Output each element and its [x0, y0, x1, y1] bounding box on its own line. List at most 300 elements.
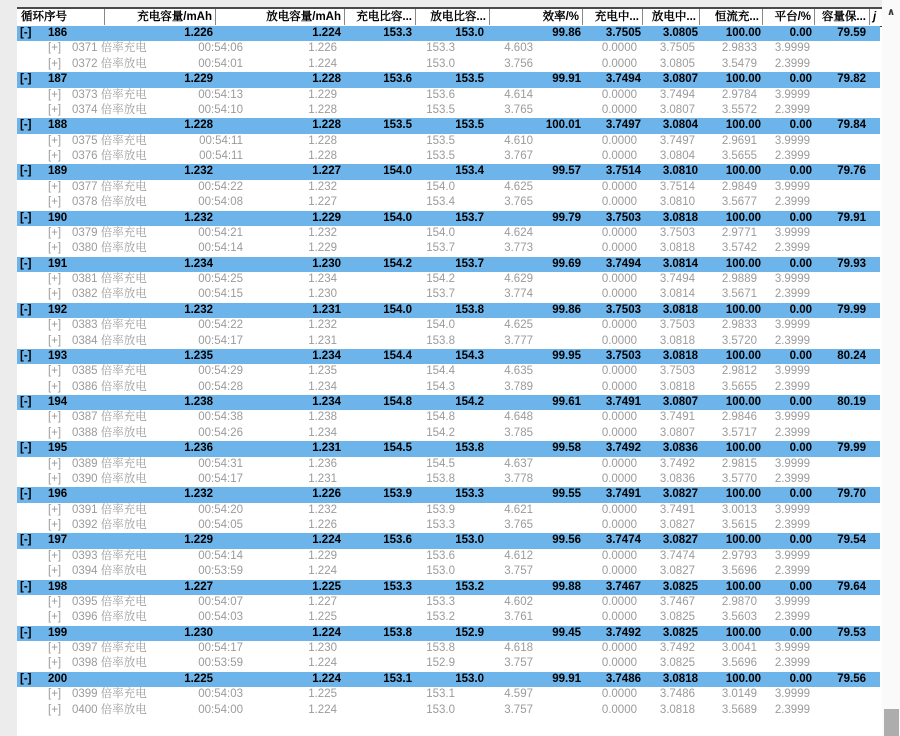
step-row[interactable]	[17, 226, 882, 241]
collapse-toggle-icon[interactable]: [-]	[20, 119, 32, 132]
charge-specific-capacity-cell: 153.6	[383, 73, 412, 86]
step-time-cell: 00:54:06	[198, 42, 243, 55]
step-name-cell: 0384 倍率放电	[72, 334, 147, 347]
column-header-discharge-specific[interactable]: 放电比容...	[416, 9, 490, 25]
step-name-cell: 0382 倍率放电	[72, 288, 147, 301]
step-specific-capacity-cell: 154.0	[426, 226, 455, 239]
collapse-toggle-icon[interactable]: [-]	[20, 303, 32, 316]
step-end-voltage-cell: 3.5770	[721, 472, 757, 485]
step-row[interactable]	[17, 149, 882, 164]
step-end-voltage-cell: 3.5572	[721, 103, 757, 116]
collapse-toggle-icon[interactable]: [-]	[20, 257, 32, 270]
collapse-toggle-icon[interactable]: [-]	[20, 211, 32, 224]
discharge-specific-capacity-cell: 153.3	[455, 488, 484, 501]
step-mid-voltage-cell: 3.0818	[659, 334, 695, 347]
cycle-number-cell: 192	[48, 303, 68, 316]
expand-toggle-icon[interactable]: [+]	[48, 180, 62, 193]
expand-toggle-icon[interactable]: [+]	[48, 611, 62, 624]
column-header-discharge-capacity[interactable]: 放电容量/mAh	[216, 9, 345, 25]
step-row[interactable]	[17, 180, 882, 195]
discharge-capacity-cell: 1.224	[312, 626, 341, 639]
step-cutoff-voltage-cell: 2.3999	[774, 426, 810, 439]
column-header-clipped[interactable]: j	[873, 11, 877, 23]
charge-capacity-cell: 1.232	[184, 211, 213, 224]
step-time-cell: 00:54:01	[198, 57, 243, 70]
step-time-cell: 00:54:21	[198, 226, 243, 239]
collapse-toggle-icon[interactable]: [-]	[20, 534, 32, 547]
step-row[interactable]	[17, 549, 882, 564]
discharge-capacity-cell: 1.225	[312, 580, 341, 593]
step-time-cell: 00:54:26	[198, 426, 243, 439]
capacity-retention-cell: 79.54	[837, 534, 866, 547]
step-zero-cell: 0.0000	[601, 57, 637, 70]
platform-cell: 0.00	[789, 211, 812, 224]
step-row[interactable]	[17, 595, 882, 610]
cycle-summary-row[interactable]	[17, 395, 880, 410]
collapse-toggle-icon[interactable]: [-]	[20, 349, 32, 362]
row-gutter	[0, 7, 17, 736]
cycle-summary-row[interactable]	[17, 580, 880, 595]
step-end-voltage-cell: 3.5696	[721, 657, 757, 670]
discharge-specific-capacity-cell: 154.2	[455, 396, 484, 408]
step-cutoff-voltage-cell: 3.9999	[774, 503, 810, 516]
step-mid-voltage-cell: 3.7503	[659, 365, 695, 378]
cycle-summary-row[interactable]	[17, 26, 880, 41]
charge-capacity-cell: 1.230	[184, 626, 213, 639]
expand-toggle-icon[interactable]: [+]	[48, 334, 62, 347]
expand-toggle-icon[interactable]: [+]	[48, 103, 62, 116]
step-row[interactable]	[17, 703, 882, 718]
step-voltage-cell: 3.774	[504, 288, 533, 301]
efficiency-cell: 99.57	[552, 165, 581, 178]
step-mid-voltage-cell: 3.7505	[659, 42, 695, 55]
step-row[interactable]	[17, 57, 882, 72]
step-row[interactable]	[17, 410, 882, 425]
charge-specific-capacity-cell: 154.5	[383, 442, 412, 455]
step-row[interactable]	[17, 426, 882, 441]
step-row[interactable]	[17, 564, 882, 579]
expand-toggle-icon[interactable]: [+]	[48, 57, 62, 70]
step-cutoff-voltage-cell: 2.3999	[774, 703, 810, 716]
step-name-cell: 0397 倍率充电	[72, 642, 147, 654]
step-capacity-cell: 1.232	[308, 180, 337, 193]
charge-mid-voltage-cell: 3.7474	[605, 534, 641, 547]
efficiency-cell: 99.91	[552, 672, 581, 685]
step-capacity-cell: 1.231	[308, 334, 337, 347]
step-specific-capacity-cell: 153.7	[426, 288, 455, 301]
platform-cell: 0.00	[789, 442, 812, 455]
expand-toggle-icon[interactable]: [+]	[48, 226, 62, 239]
step-zero-cell: 0.0000	[601, 150, 637, 162]
column-header-cc-charge-ratio[interactable]: 恒流充...	[700, 9, 763, 25]
step-row[interactable]	[17, 610, 882, 625]
charge-specific-capacity-cell: 154.0	[383, 165, 412, 178]
cc-charge-ratio-cell: 100.00	[725, 349, 761, 362]
scroll-up-icon[interactable]: ∧	[886, 7, 896, 18]
step-specific-capacity-cell: 153.8	[426, 472, 455, 485]
charge-mid-voltage-cell: 3.7494	[605, 257, 641, 270]
step-mid-voltage-cell: 3.0807	[659, 426, 695, 439]
step-specific-capacity-cell: 153.5	[426, 134, 455, 147]
cc-charge-ratio-cell: 100.00	[725, 211, 761, 224]
step-row[interactable]	[17, 472, 882, 487]
efficiency-cell: 99.95	[552, 349, 581, 362]
step-row[interactable]	[17, 503, 882, 518]
discharge-specific-capacity-cell: 153.5	[455, 119, 484, 132]
expand-toggle-icon[interactable]: [+]	[48, 595, 62, 608]
step-zero-cell: 0.0000	[601, 657, 637, 670]
expand-toggle-icon[interactable]: [+]	[48, 519, 62, 531]
column-header-platform[interactable]: 平台/%	[763, 9, 815, 25]
cycle-summary-row[interactable]	[17, 349, 880, 364]
step-row[interactable]	[17, 380, 882, 395]
expand-toggle-icon[interactable]: [+]	[48, 150, 62, 162]
column-header-capacity-retention[interactable]: 容量保...	[815, 9, 870, 25]
step-mid-voltage-cell: 3.0810	[659, 196, 695, 209]
cycle-number-cell: 196	[48, 488, 68, 501]
step-voltage-cell: 3.789	[504, 380, 533, 393]
platform-cell: 0.00	[789, 580, 812, 593]
step-row[interactable]	[17, 687, 882, 702]
step-cutoff-voltage-cell: 3.9999	[774, 180, 810, 193]
cycle-number-cell: 188	[48, 119, 68, 132]
expand-toggle-icon[interactable]: [+]	[48, 411, 62, 424]
step-cutoff-voltage-cell: 3.9999	[774, 42, 810, 55]
column-header-charge-capacity[interactable]: 充电容量/mAh	[105, 9, 216, 25]
discharge-mid-voltage-cell: 3.0810	[662, 165, 698, 178]
step-name-cell: 0390 倍率放电	[72, 472, 147, 485]
expand-toggle-icon[interactable]: [+]	[48, 380, 62, 393]
collapse-toggle-icon[interactable]: [-]	[20, 442, 32, 455]
expand-toggle-icon[interactable]: [+]	[48, 273, 62, 285]
step-specific-capacity-cell: 154.3	[426, 380, 455, 393]
step-time-cell: 00:54:03	[198, 611, 243, 624]
vertical-scrollbar[interactable]	[882, 0, 900, 736]
capacity-retention-cell: 79.53	[837, 626, 866, 639]
capacity-retention-cell: 79.99	[837, 303, 866, 316]
column-header-discharge-mid-voltage[interactable]: 放电中...	[643, 9, 700, 25]
table-body	[17, 26, 882, 718]
expand-toggle-icon[interactable]: [+]	[48, 565, 62, 578]
cycle-summary-row[interactable]	[17, 441, 880, 456]
step-row[interactable]	[17, 334, 882, 349]
step-row[interactable]	[17, 457, 882, 472]
collapse-toggle-icon[interactable]: [-]	[20, 626, 32, 639]
capacity-retention-cell: 79.59	[837, 27, 866, 39]
discharge-mid-voltage-cell: 3.0825	[662, 580, 698, 593]
efficiency-cell: 99.55	[552, 488, 581, 501]
charge-capacity-cell: 1.229	[184, 73, 213, 86]
step-zero-cell: 0.0000	[601, 642, 637, 654]
platform-cell: 0.00	[789, 349, 812, 362]
cycle-summary-row[interactable]	[17, 211, 880, 226]
collapse-toggle-icon[interactable]: [-]	[20, 165, 32, 178]
step-end-voltage-cell: 3.5671	[721, 288, 757, 301]
step-row[interactable]	[17, 656, 882, 671]
cycle-summary-row[interactable]	[17, 487, 880, 502]
efficiency-cell: 100.01	[545, 119, 581, 132]
step-voltage-cell: 4.629	[504, 273, 533, 285]
cycle-summary-row[interactable]	[17, 626, 880, 641]
step-voltage-cell: 3.778	[504, 472, 533, 485]
step-capacity-cell: 1.227	[308, 196, 337, 209]
step-mid-voltage-cell: 3.7492	[659, 642, 695, 654]
charge-specific-capacity-cell: 153.9	[383, 488, 412, 501]
step-cutoff-voltage-cell: 2.3999	[774, 519, 810, 531]
scrollbar-thumb[interactable]	[884, 709, 899, 736]
column-header-charge-mid-voltage[interactable]: 充电中...	[583, 9, 643, 25]
expand-toggle-icon[interactable]: [+]	[48, 426, 62, 439]
step-voltage-cell: 3.757	[504, 703, 533, 716]
column-header-efficiency[interactable]: 效率/%	[490, 9, 583, 25]
charge-specific-capacity-cell: 154.0	[383, 211, 412, 224]
efficiency-cell: 99.88	[552, 580, 581, 593]
discharge-specific-capacity-cell: 153.0	[455, 534, 484, 547]
expand-toggle-icon[interactable]: [+]	[48, 88, 62, 101]
step-voltage-cell: 4.637	[504, 457, 533, 470]
step-capacity-cell: 1.228	[308, 134, 337, 147]
cycle-number-cell: 193	[48, 349, 68, 362]
cycle-summary-row[interactable]	[17, 533, 880, 548]
efficiency-cell: 99.79	[552, 211, 581, 224]
discharge-capacity-cell: 1.234	[312, 349, 341, 362]
step-mid-voltage-cell: 3.0825	[659, 657, 695, 670]
charge-capacity-cell: 1.226	[184, 27, 213, 39]
step-capacity-cell: 1.225	[308, 688, 337, 701]
discharge-mid-voltage-cell: 3.0818	[662, 303, 698, 316]
step-voltage-cell: 3.756	[504, 57, 533, 70]
expand-toggle-icon[interactable]: [+]	[48, 688, 62, 701]
step-capacity-cell: 1.226	[308, 519, 337, 531]
charge-capacity-cell: 1.234	[184, 257, 213, 270]
step-mid-voltage-cell: 3.7503	[659, 319, 695, 332]
step-name-cell: 0394 倍率放电	[72, 565, 147, 578]
expand-toggle-icon[interactable]: [+]	[48, 242, 62, 255]
step-name-cell: 0374 倍率放电	[72, 103, 147, 116]
step-name-cell: 0398 倍率放电	[72, 657, 147, 670]
step-time-cell: 00:54:17	[198, 334, 243, 347]
cycle-summary-row[interactable]	[17, 118, 880, 133]
step-specific-capacity-cell: 153.4	[426, 196, 455, 209]
step-zero-cell: 0.0000	[601, 103, 637, 116]
platform-cell: 0.00	[789, 626, 812, 639]
step-zero-cell: 0.0000	[601, 273, 637, 285]
cc-charge-ratio-cell: 100.00	[725, 119, 761, 132]
step-voltage-cell: 3.777	[504, 334, 533, 347]
step-row[interactable]	[17, 103, 882, 118]
step-specific-capacity-cell: 152.9	[426, 657, 455, 670]
efficiency-cell: 99.58	[552, 442, 581, 455]
expand-toggle-icon[interactable]: [+]	[48, 549, 62, 562]
expand-toggle-icon[interactable]: [+]	[48, 503, 62, 516]
step-specific-capacity-cell: 153.1	[426, 688, 455, 701]
discharge-mid-voltage-cell: 3.0818	[662, 672, 698, 685]
step-voltage-cell: 3.765	[504, 519, 533, 531]
expand-toggle-icon[interactable]: [+]	[48, 288, 62, 301]
step-capacity-cell: 1.234	[308, 426, 337, 439]
step-specific-capacity-cell: 153.8	[426, 642, 455, 654]
charge-mid-voltage-cell: 3.7503	[605, 303, 641, 316]
discharge-capacity-cell: 1.224	[312, 27, 341, 39]
collapse-toggle-icon[interactable]: [-]	[20, 580, 32, 593]
step-cutoff-voltage-cell: 3.9999	[774, 411, 810, 424]
cycle-summary-row[interactable]	[17, 164, 880, 179]
step-zero-cell: 0.0000	[601, 565, 637, 578]
step-cutoff-voltage-cell: 2.3999	[774, 150, 810, 162]
step-capacity-cell: 1.229	[308, 549, 337, 562]
step-end-voltage-cell: 3.5742	[721, 242, 757, 255]
step-mid-voltage-cell: 3.7467	[659, 595, 695, 608]
step-time-cell: 00:54:00	[198, 703, 243, 716]
step-time-cell: 00:54:28	[198, 380, 243, 393]
step-mid-voltage-cell: 3.0807	[659, 103, 695, 116]
step-specific-capacity-cell: 153.5	[426, 103, 455, 116]
step-zero-cell: 0.0000	[601, 519, 637, 531]
discharge-specific-capacity-cell: 153.0	[455, 672, 484, 685]
step-cutoff-voltage-cell: 2.3999	[774, 657, 810, 670]
step-name-cell: 0380 倍率放电	[72, 242, 147, 255]
collapse-toggle-icon[interactable]: [-]	[20, 27, 32, 39]
step-cutoff-voltage-cell: 3.9999	[774, 273, 810, 285]
capacity-retention-cell: 79.91	[837, 211, 866, 224]
step-mid-voltage-cell: 3.7503	[659, 226, 695, 239]
step-cutoff-voltage-cell: 3.9999	[774, 642, 810, 654]
step-row[interactable]	[17, 364, 882, 379]
step-specific-capacity-cell: 153.0	[426, 565, 455, 578]
step-row[interactable]	[17, 241, 882, 256]
table-header-row	[17, 9, 882, 27]
capacity-retention-cell: 79.93	[837, 257, 866, 270]
column-header-charge-specific[interactable]: 充电比容...	[345, 9, 416, 25]
collapse-toggle-icon[interactable]: [-]	[20, 672, 32, 685]
step-time-cell: 00:54:22	[198, 180, 243, 193]
discharge-specific-capacity-cell: 153.5	[455, 73, 484, 86]
expand-toggle-icon[interactable]: [+]	[48, 642, 62, 654]
cycle-summary-row[interactable]	[17, 303, 880, 318]
step-row[interactable]	[17, 272, 882, 287]
cycle-number-cell: 186	[48, 27, 68, 39]
cc-charge-ratio-cell: 100.00	[725, 165, 761, 178]
step-name-cell: 0392 倍率放电	[72, 519, 147, 531]
discharge-capacity-cell: 1.228	[312, 73, 341, 86]
cc-charge-ratio-cell: 100.00	[725, 303, 761, 316]
step-mid-voltage-cell: 3.7486	[659, 688, 695, 701]
discharge-mid-voltage-cell: 3.0814	[662, 257, 698, 270]
charge-mid-voltage-cell: 3.7492	[605, 626, 641, 639]
step-zero-cell: 0.0000	[601, 503, 637, 516]
step-time-cell: 00:54:11	[199, 134, 243, 147]
charge-mid-voltage-cell: 3.7492	[605, 442, 641, 455]
expand-toggle-icon[interactable]: [+]	[48, 134, 62, 147]
step-name-cell: 0376 倍率放电	[72, 150, 147, 162]
step-capacity-cell: 1.229	[308, 88, 337, 101]
discharge-mid-voltage-cell: 3.0818	[662, 349, 698, 362]
discharge-specific-capacity-cell: 153.0	[455, 27, 484, 39]
step-voltage-cell: 3.767	[504, 150, 533, 162]
platform-cell: 0.00	[789, 488, 812, 501]
step-end-voltage-cell: 2.9815	[721, 457, 757, 470]
step-row[interactable]	[17, 641, 882, 656]
step-name-cell: 0385 倍率充电	[72, 365, 147, 378]
cc-charge-ratio-cell: 100.00	[725, 534, 761, 547]
step-time-cell: 00:54:17	[198, 642, 243, 654]
step-row[interactable]	[17, 195, 882, 210]
cycle-number-cell: 189	[48, 165, 68, 178]
collapse-toggle-icon[interactable]: [-]	[20, 488, 32, 501]
charge-specific-capacity-cell: 153.1	[383, 672, 412, 685]
expand-toggle-icon[interactable]: [+]	[48, 319, 62, 332]
step-voltage-cell: 4.621	[504, 503, 533, 516]
step-row[interactable]	[17, 518, 882, 533]
charge-mid-voltage-cell: 3.7494	[605, 73, 641, 86]
platform-cell: 0.00	[789, 396, 812, 408]
step-row[interactable]	[17, 287, 882, 302]
charge-capacity-cell: 1.232	[184, 488, 213, 501]
expand-toggle-icon[interactable]: [+]	[48, 703, 62, 716]
cc-charge-ratio-cell: 100.00	[725, 257, 761, 270]
collapse-toggle-icon[interactable]: [-]	[20, 396, 32, 408]
step-row[interactable]	[17, 41, 882, 56]
expand-toggle-icon[interactable]: [+]	[48, 196, 62, 209]
step-voltage-cell: 3.785	[504, 426, 533, 439]
expand-toggle-icon[interactable]: [+]	[48, 472, 62, 485]
discharge-specific-capacity-cell: 154.3	[455, 349, 484, 362]
discharge-specific-capacity-cell: 153.7	[455, 211, 484, 224]
collapse-toggle-icon[interactable]: [-]	[20, 73, 32, 86]
step-cutoff-voltage-cell: 2.3999	[774, 288, 810, 301]
step-zero-cell: 0.0000	[601, 196, 637, 209]
expand-toggle-icon[interactable]: [+]	[48, 457, 62, 470]
step-name-cell: 0387 倍率充电	[72, 411, 147, 424]
step-cutoff-voltage-cell: 2.3999	[774, 472, 810, 485]
step-mid-voltage-cell: 3.0814	[659, 288, 695, 301]
expand-toggle-icon[interactable]: [+]	[48, 657, 62, 670]
discharge-capacity-cell: 1.228	[312, 119, 341, 132]
charge-capacity-cell: 1.238	[184, 396, 213, 408]
discharge-capacity-cell: 1.231	[312, 442, 341, 455]
step-specific-capacity-cell: 154.4	[426, 365, 455, 378]
step-row[interactable]	[17, 318, 882, 333]
expand-toggle-icon[interactable]: [+]	[48, 365, 62, 378]
discharge-mid-voltage-cell: 3.0827	[662, 488, 698, 501]
charge-mid-voltage-cell: 3.7491	[605, 396, 641, 408]
step-cutoff-voltage-cell: 2.3999	[774, 565, 810, 578]
step-time-cell: 00:54:11	[199, 150, 243, 162]
cycle-summary-row[interactable]	[17, 72, 880, 87]
step-voltage-cell: 4.618	[504, 642, 533, 654]
charge-mid-voltage-cell: 3.7467	[605, 580, 641, 593]
expand-toggle-icon[interactable]: [+]	[48, 42, 62, 55]
step-name-cell: 0399 倍率充电	[72, 688, 147, 701]
cycle-summary-row[interactable]	[17, 257, 880, 272]
cycle-summary-row[interactable]	[17, 672, 880, 687]
step-specific-capacity-cell: 154.0	[426, 319, 455, 332]
discharge-mid-voltage-cell: 3.0804	[662, 119, 698, 132]
charge-capacity-cell: 1.227	[184, 580, 213, 593]
step-row[interactable]	[17, 88, 882, 103]
efficiency-cell: 99.86	[552, 303, 581, 316]
efficiency-cell: 99.61	[552, 396, 581, 408]
step-zero-cell: 0.0000	[601, 411, 637, 424]
step-specific-capacity-cell: 153.5	[426, 150, 455, 162]
column-header-cycle-index[interactable]: 循环序号	[18, 9, 105, 25]
step-row[interactable]	[17, 134, 882, 149]
step-capacity-cell: 1.228	[308, 103, 337, 116]
discharge-mid-voltage-cell: 3.0818	[662, 211, 698, 224]
cc-charge-ratio-cell: 100.00	[725, 580, 761, 593]
discharge-specific-capacity-cell: 152.9	[455, 626, 484, 639]
step-specific-capacity-cell: 153.8	[426, 334, 455, 347]
